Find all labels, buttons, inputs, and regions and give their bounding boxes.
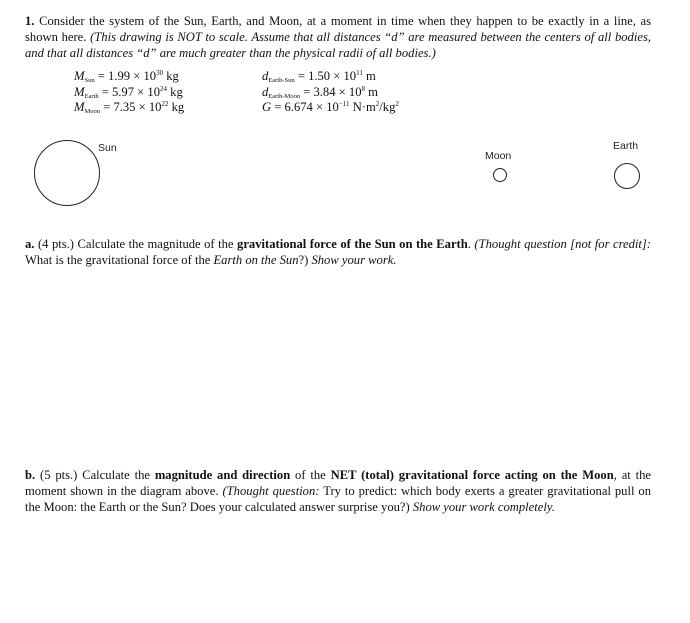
given-m-moon: $M_{Moon} = 7.35 \times 10^{22}$ kg bbox=[74, 100, 185, 115]
moon-circle bbox=[493, 168, 507, 182]
earth-circle bbox=[614, 163, 640, 189]
moon-label: Moon bbox=[485, 150, 512, 162]
given-m-earth: $M_{Earth} = 5.97 \times 10^{24}$ kg bbox=[74, 85, 183, 100]
part-a-label: a. bbox=[25, 237, 35, 251]
part-a-question: a. (4 pts.) Calculate the magnitude of the gravitational force of the Sun on the Earth. (Thought question [not for credit]: What is the gravitational force of the Earth on the Sun?) Show your work. bbox=[25, 237, 651, 267]
part-b-show-work: Show your work completely. bbox=[412, 500, 555, 514]
problem-intro: Consider the system of the Sun, Earth, and Moon, at a moment in time when they happen to be exactly in a line, as shown here. bbox=[25, 14, 651, 44]
problem-number: 1. bbox=[25, 14, 35, 28]
part-b-label: b. bbox=[25, 468, 36, 482]
sun-circle bbox=[34, 140, 100, 206]
problem-note: (This drawing is NOT to scale. Assume that all distances “d” are measured between the centers of all bodies, and that all distances “d” are much greater than the physical radii of all bodies.) bbox=[25, 30, 651, 60]
given-g-constant: $G = 6.674 \times 10^{-11}$ $N\cdot m^2/kg^2$ bbox=[262, 100, 399, 114]
given-d-earth-moon: $d_{Earth-Moon} = 3.84 \times 10^8$ m bbox=[262, 85, 378, 100]
problem-statement bbox=[25, 13, 651, 61]
part-b-question: b. (5 pts.) Calculate the magnitude and direction of the NET (total) gravitational force acting on the Moon, at the moment shown in the diagram above. (Thought question: Try to predict: which body exerts a greater gravitational pull on the Moon: the Earth or the Sun? Does your calculated answer surprise you?) Show your work completely. bbox=[25, 468, 652, 514]
part-a-emphasis: gravitational force of the Sun on the Earth bbox=[237, 237, 468, 251]
earth-label: Earth bbox=[613, 140, 639, 152]
part-a-show-work: Show your work. bbox=[311, 253, 397, 267]
given-d-earth-sun: $d_{Earth-Sun} = 1.50 \times 10^{11}$ m bbox=[262, 69, 376, 84]
given-m-sun: $M_{Sun} = 1.99 \times 10^{30}$ kg bbox=[74, 69, 179, 84]
sun-label: Sun bbox=[98, 142, 117, 154]
